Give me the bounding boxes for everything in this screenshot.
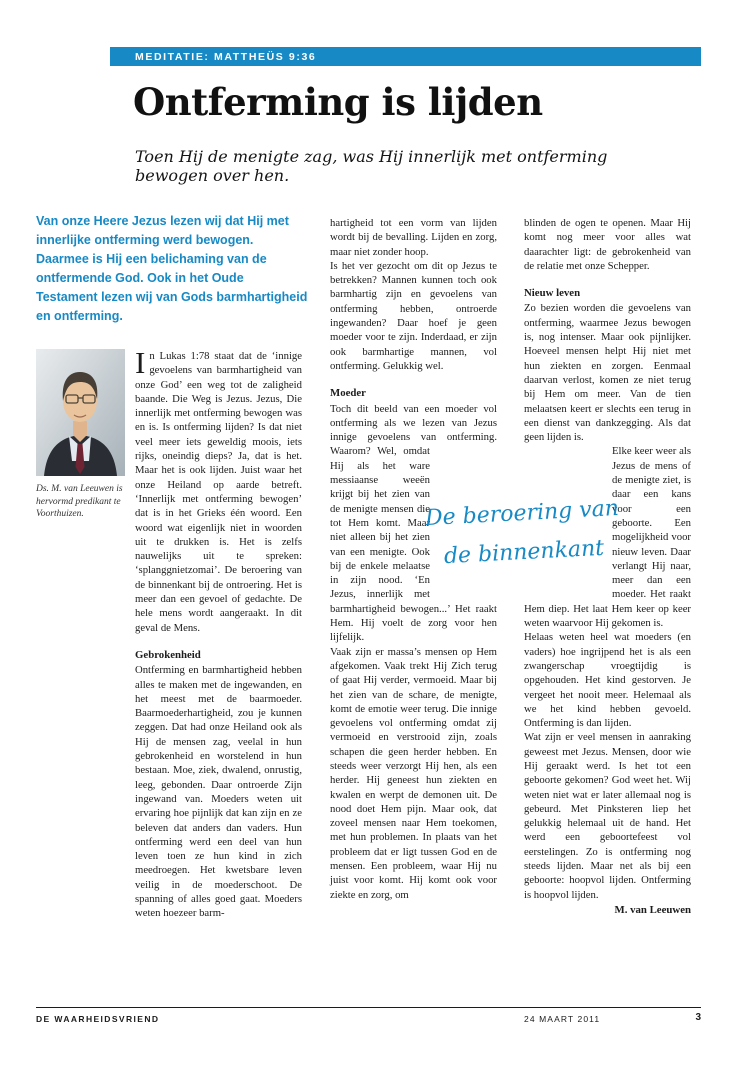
paragraph-text: Waarom? Wel, omdat Hij als het ware messiaanse weeën krijgt bij het zien van de menigte mensen die tot Hem komt. Maar niet alleen bij het zien van een menigte. Ook bij de enkele melaatse in zijn nood. ‘En Jezus, innerlijk met barmhartigheid bewogen...’ Het raakt Hem. Hij voelt de zorg voor hen lijfelijk. [330,445,497,644]
section-heading-moeder: Moeder [330,387,366,400]
paragraph: Zo bezien worden die gevoelens van ontferming, waarmee Jezus bewogen is, nog intenser. Maar ook pijnlijker. Hoeveel mensen helpt Hij niet met hun ziekten en zorgen. Eenmaal daarvan verlost, komen ze niet terug bij Hem om meer. Van de tien melaatsen keert er slechts een terug in een dienst van dankzegging. Als dat geen lijden is. [524,302,691,444]
column-3 [524,216,691,917]
paragraph: Helaas weten heel wat moeders (en vaders) hoe ingrijpend het is als een zwangerschap vroegtijdig is opgehouden. Het kind gestorven. Je vergeet het nooit meer. Helemaal als we het kind hebben gevoeld. Ontferming is dan lijden. [524,631,691,730]
portrait-illustration [36,349,125,476]
article-title: Ontferming is lijden [133,80,543,124]
pullquote-spacer-left-column [430,444,497,588]
paragraph: Wat zijn er veel mensen in aanraking geweest met Jezus. Mensen, door wie Hij geraakt werd. Is het tot een geboorte gekomen? God weet het. Wij weten niet wat er later allemaal nog is gebeurd. Met Pinksteren liep het gelukkig helemaal uit de hand. Het werd een geboortefeest vol eerstelingen. Zo is ontferming nog steeds lijden. Maar net als bij een geboorte: hoopvol lijden. Ontferming is hoopvol lijden. [524,731,691,901]
pull-quote-line-2: de binnenkant [443,535,605,570]
pull-quote-line-1: De beroering van [424,495,620,532]
paragraph: Ontferming en barmhartigheid hebben alles te maken met de ingewanden, en het meest met de baarmoeder. Baarmoederhartigheid, zou je kunnen zeggen. Dat had onze Heiland ook als Hij de mensen zag, veelal in hun gebrokenheid en worstelend in hun bestaan. Moe, ziek, dwalend, onrustig, leeg, gebonden. Daar ontroerde Zijn ingewand van. Moeders weten uit ervaring hoe pijnlijk dat kan zijn en ze beleven dat anders dan vaders. Hun ontferming werd een deel van hun leven toen ze hun kind in zich meedroegen. Het kwetsbare leven veilig in de moederschoot. De spanning of alles goed gaat. Moeders weten hoezeer barm- [135,664,302,920]
issue-date: 24 MAART 2011 [524,1014,601,1024]
paragraph: blinden de ogen te openen. Maar Hij komt nog meer voor alles wat daarachter ligt: de gebrokenheid van de relatie met onze Schepper. [524,217,691,272]
paragraph-text: Toch dit beeld van een moeder vol ontferming als we lezen van Jezus innige gevoelens van ontferming. [330,402,497,444]
paragraph: Is het ver gezocht om dit op Jezus te betrekken? Mannen kunnen toch ook barmhartig zijn en gevoelens van ontferming hebben, ontroerde ingewanden? Daar hoef je geen moeder voor te zijn. Inderdaad, er zijn ook barmhartige mannen, vol ontferming. Gelukkig wel. [330,259,497,372]
author-credit: M. van Leeuwen [614,903,691,916]
page-number: 3 [695,1012,701,1023]
section-heading-nieuw-leven: Nieuw leven [524,287,581,300]
paragraph [524,444,691,630]
kicker-text: MEDITATIE: MATTHEÜS 9:36 [135,50,317,63]
footer-rule [36,1007,701,1008]
photo-caption: Ds. M. van Leeuwen is hervormd predikant te Voorthuizen. [36,484,123,519]
kicker-bar [110,47,701,66]
intro-paragraph: Van onze Heere Jezus lezen wij dat Hij met innerlijke ontferming werd bewogen. Daarmee is Hij een belichaming van de ontfermende God. Ook in het Oude Testament lezen wij van Gods barmhartigheid en ontferming. [36,214,308,323]
paragraph-text: n Lukas 1:78 staat dat de ‘innige gevoelens van barmhartigheid van onze God’ een weg tot de zaligheid baande. Die Weg is Jezus. Jezus, Die innerlijk met ontferming bewogen was en is. Is ontferming lijden? Is dat niet veel meer iets geweldig moois, iets rijks, oneindig dieps? Ja, dat is het. Maar het is ook lijden. Juist waar het onze Heiland op aarde betreft. ‘Innerlijk met ontferming bewogen’ dat is in het Grieks één woord. Een woord wat eigenlijk niet in woorden uit te drukken is. Het is zelfs nauwelijks uit te spreken: ‘splanggnietzomai’. De beroering van de binnenkant bij de ontroering. Het is meer dan een gevoel of gedachte. De hele mens wordt aangeraakt. In dit geval de Mens. [135,350,302,634]
magazine-name: DE WAARHEIDSVRIEND [36,1014,160,1024]
paragraph-text: Elke keer weer als Jezus de mens of de menigte ziet, is daar een kans voor een geboorte. Een mogelijkheid voor nieuw leven. Daar verlangt Hij naar, meer dan een moeder. Het raakt Hem diep. Het laat Hem keer op keer weten waarvoor Hij gekomen is. [524,445,691,630]
column-1 [135,345,302,921]
opening-paragraph [135,345,302,635]
article-subtitle: Toen Hij de menigte zag, was Hij innerlijk met ontferming bewogen over hen. [135,147,608,185]
section-heading-gebrokenheid: Gebrokenheid [135,648,201,661]
pullquote-spacer-right-column [524,444,612,588]
column-2 [330,216,497,902]
paragraph [330,402,497,645]
drop-cap: I [135,345,146,380]
paragraph: Vaak zijn er massa’s mensen op Hem afgekomen. Vaak trekt Hij Zich terug of gaat Hij verder, vermoeid. Maar bij het zien van de schare, de menigte, komt de emotie weer terug. Die innige gevoelens vol ontferming omdat zij vermoeid en verstrooid zijn, zoals schapen die geen herder hebben. En steeds weer verzorgt Hij hen, als een herder. Hij geneest hun ziekten en kwalen en werpt de demonen uit. De nood doet Hem pijn. Maar ook, dat zoveel mensen naar Hem toekomen, met hun problemen. In plaats van het probleem dat er ligt tussen God en de mensen. Een probleem, waar Hij nu juist voor komt. Hij komt ook voor ziekte en zorg, om [330,645,497,901]
portrait-photo [36,349,125,476]
paragraph: hartigheid tot een vorm van lijden wordt bij de bevalling. Lijden en zorg, maar niet zonder hoop. [330,217,497,258]
